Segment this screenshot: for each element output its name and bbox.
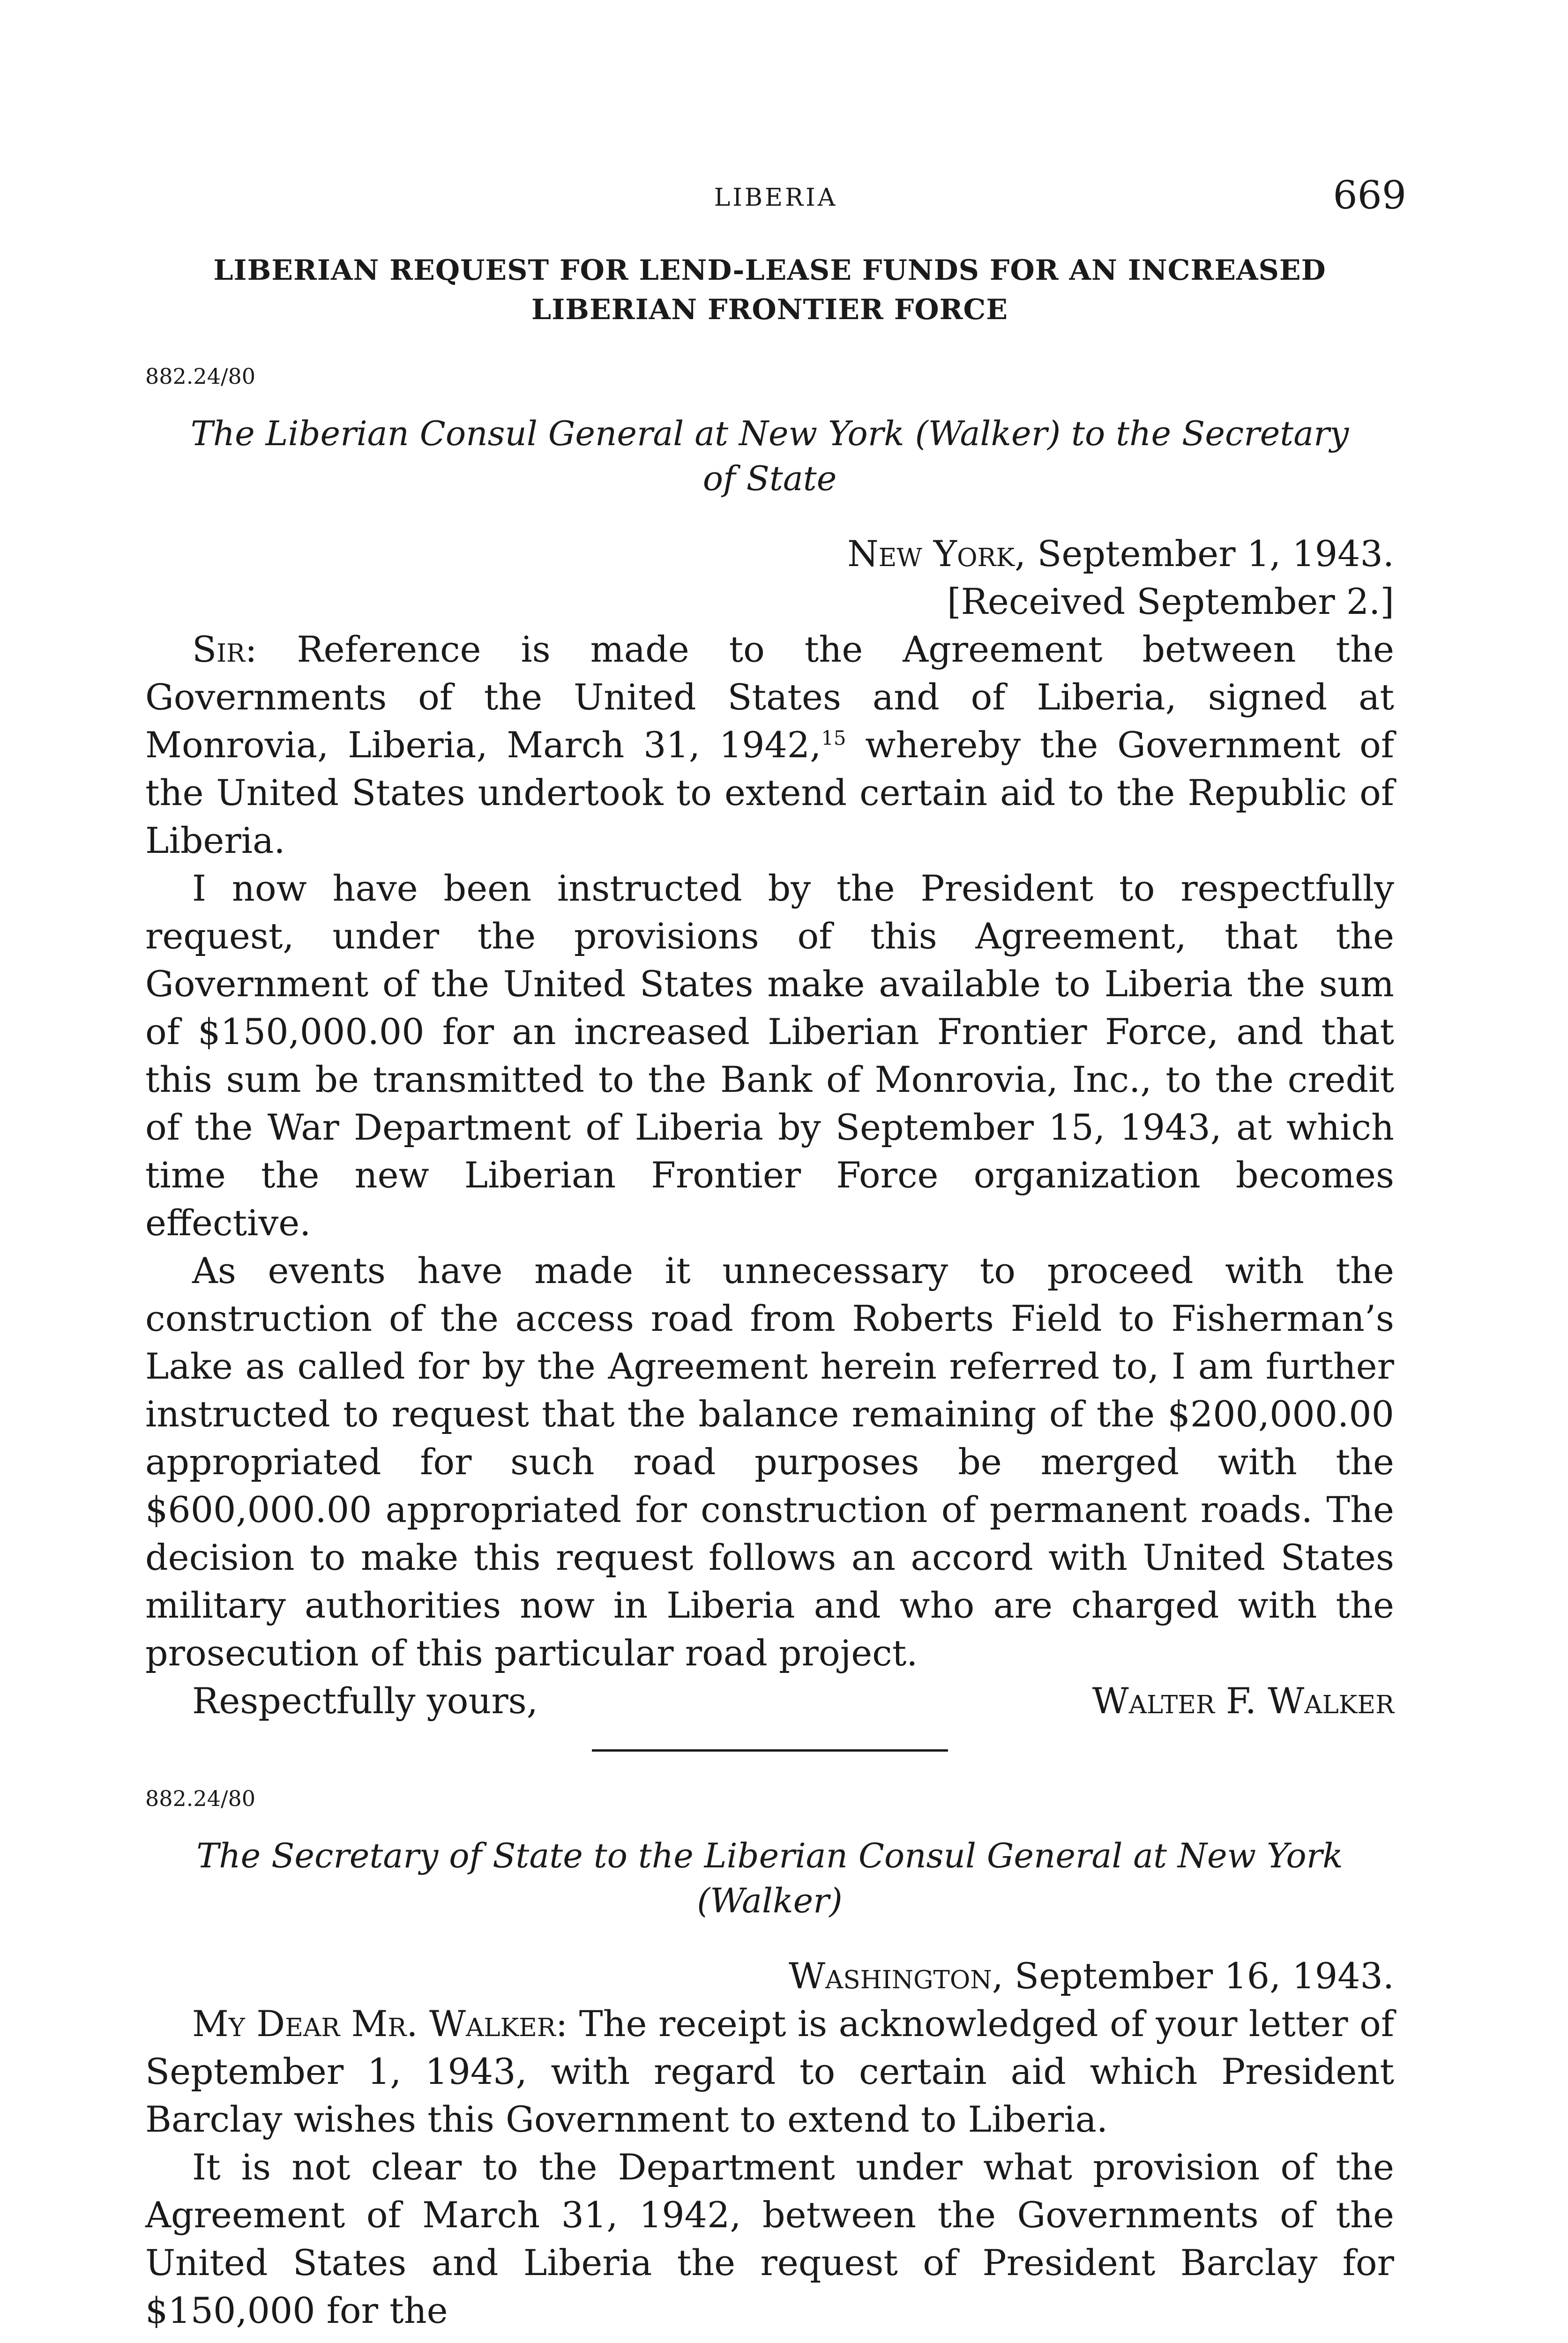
doc1-dateline [145, 530, 1394, 578]
section-title [145, 251, 1394, 329]
doc1-heading [145, 411, 1394, 501]
doc2-dateline [145, 1952, 1394, 2000]
doc2-paragraph-1-text: : The receipt is acknowledged of your letter of September 1, 1943, with regard to certain aid which President Barclay wishes this Government to extend to Liberia. [145, 2003, 1394, 2140]
section-title-line-1: LIBERIAN REQUEST FOR LEND-LEASE FUNDS FOR AN INCREASED [213, 254, 1326, 287]
doc1-file-number: 882.24/80 [145, 364, 255, 389]
doc2-file-number: 882.24/80 [145, 1786, 255, 1811]
doc1-paragraph-1 [145, 626, 1394, 865]
doc1-paragraph-1-end: whereby the Government of the United States undertook to extend certain aid to the Republic of Liberia. [145, 724, 1394, 861]
doc1-heading-line-1: The Liberian Consul General at New York (Walker) to the Secretary [190, 414, 1349, 453]
doc1-paragraph-3: As events have made it unnecessary to proceed with the construction of the access road from Roberts Field to Fisherman’s Lake as called for by the Agreement herein referred to, I am further instructed to request that the balance remaining of the $200,000.00 appropriated for such road purposes be merged with the $600,000.00 appropriated for construction of permanent roads. The decision to make this request follows an accord with United States military authorities now in Liberia and who are charged with the prosecution of this particular road project. [145, 1250, 1394, 1674]
doc1-received: [Received September 2.] [947, 581, 1394, 622]
doc1-paragraph-2: I now have been instructed by the President to respectfully request, under the provisions of this Agreement, that the Government of the United States make available to Liberia the sum of $150,000.00 for an increased Liberian Frontier Force, and that this sum be transmitted to the Bank of Monrovia, Inc., to the credit of the War Department of Liberia by September 15, 1943, at which time the new Liberian Frontier Force organization becomes effective. [145, 867, 1394, 1244]
doc2-dateline-place: Washington [788, 1955, 992, 1997]
doc1-dateline-place: New York [847, 533, 1015, 575]
doc1-closing-line [145, 1677, 1394, 1725]
doc2-paragraph-2: It is not clear to the Department under what provision of the Agreement of March 31, 1942, between the Governments of the United States and Liberia the request of President Barclay for $150,000 for the [145, 2146, 1394, 2331]
doc2-heading-line-1: The Secretary of State to the Liberian Consul General at New York [196, 1836, 1343, 1875]
section-title-line-2: LIBERIAN FRONTIER FORCE [531, 293, 1008, 326]
footnote-ref-15: 15 [821, 726, 846, 750]
doc1-dateline-date: , September 1, 1943. [1015, 533, 1394, 575]
doc2-dateline-date: , September 16, 1943. [992, 1955, 1394, 1997]
doc1-salutation: Sir [192, 628, 245, 670]
section-divider [592, 1749, 948, 1752]
doc1-closing: Respectfully yours, [192, 1680, 538, 1722]
running-head [145, 173, 1406, 225]
page-content [145, 251, 1394, 2343]
doc2-paragraph-1 [145, 2000, 1394, 2143]
doc1-paragraph-1-text: : Reference is made to the Agreement between the Governments of the United States and of Liberia, signed at Monrovia, Liberia, March 31, 1942, [145, 628, 1394, 766]
doc2-salutation: My Dear Mr. Walker [192, 2003, 556, 2045]
page-number: 669 [1333, 173, 1406, 218]
doc1-heading-line-2: of State [702, 459, 837, 498]
running-title: LIBERIA [714, 184, 838, 212]
doc2-heading-line-2: (Walker) [697, 1881, 843, 1920]
doc1-signature: Walter F. Walker [1092, 1680, 1394, 1722]
doc2-heading [145, 1833, 1394, 1923]
